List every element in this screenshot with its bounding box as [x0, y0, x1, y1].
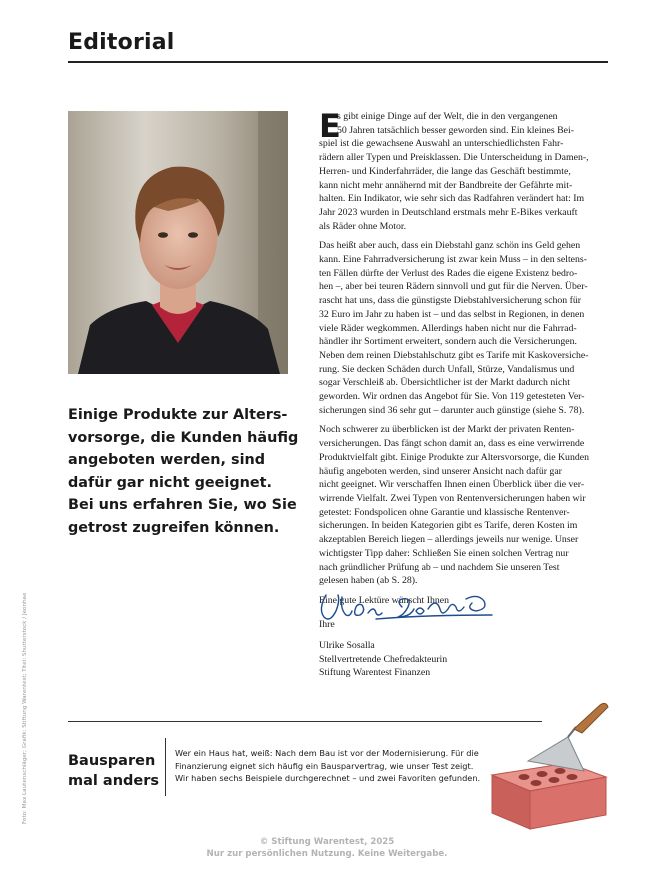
- article-line: versicherungen. Das fängt schon damit an, dass es eine verwirrende: [319, 438, 585, 450]
- article-line: rung. Sie decken Schäden durch Unfall, Stürze, Vandalismus und: [319, 363, 575, 375]
- portrait-photo: [68, 111, 288, 374]
- drop-cap: E: [319, 107, 341, 145]
- signoff-name: Ulrike Sosalla: [319, 640, 375, 651]
- article-line: häufig angeboten werden, sind unserer Ansicht nach dafür gar: [319, 465, 562, 477]
- header-rule: [68, 61, 608, 63]
- teaser-title-line: mal anders: [68, 773, 160, 789]
- article-line: ten Fällen dürfte der Verlust des Rades die eigene Existenz bedro-: [319, 267, 578, 279]
- article-line: hen –, aber bei teuren Rädern sinnvoll und gut für die Nerven. Über-: [319, 281, 588, 293]
- article-line: Neben dem reinen Diebstahlschutz gibt es Tarife mit Kaskoversiche-: [319, 349, 589, 361]
- article-line: 50 Jahren tatsächlich besser geworden sind. Ein kleines Bei-: [337, 124, 574, 136]
- article-line: akzeptablen Bereich liegen – allerdings jeweils nur wenige. Unser: [319, 534, 579, 546]
- signature-image: [316, 587, 496, 625]
- article-line: nach gründlicher Prüfung ab – und nachdem Sie unseren Test: [319, 561, 560, 573]
- teaser-text-line: Finanzierung eignet sich häufig ein Bausparvertrag, wie unser Test zeigt.: [175, 760, 474, 771]
- article-line: 32 Euro im Jahr zu haben ist – und das selbst in Regionen, in denen: [319, 308, 585, 320]
- article-line: kann. Eine Fahrradversicherung ist zwar kein Muss – in den seltens-: [319, 254, 587, 266]
- teaser-rule: [68, 721, 542, 722]
- pull-quote-line: angeboten werden, sind: [68, 452, 266, 469]
- usage-notice: Nur zur persönlichen Nutzung. Keine Weitergabe.: [206, 849, 448, 859]
- article-line: gelesen haben (ab S. 28).: [319, 575, 418, 587]
- article-line: Noch schwerer zu überblicken ist der Markt der privaten Renten-: [319, 424, 575, 436]
- article-line: sicherungen sind 36 sehr gut – darunter auch günstige (siehe S. 78).: [319, 404, 585, 416]
- article-line: sogar Verschleiß ab. Übersichtlicher ist der Markt dadurch nicht: [319, 377, 570, 389]
- article-line: halten. Ein Indikator, wie sehr sich das Radfahren verändert hat: Im: [319, 193, 585, 205]
- article-line: viele Räder wegkommen. Allerdings haben nicht nur die Fahrrad-: [319, 322, 577, 334]
- pull-quote-line: dafür gar nicht geeignet.: [68, 474, 272, 491]
- teaser-title[interactable]: [68, 751, 159, 791]
- article-paragraph: [319, 423, 611, 587]
- article-paragraph: [319, 239, 611, 417]
- teaser-text: [175, 747, 480, 785]
- article-line: wichtigster Tipp daher: Schließen Sie einen solchen Vertrag nur: [319, 547, 569, 559]
- photo-credit: Foto: Max Lautenschläger; Grafik: Stiftung Warentest; Titel: Shutterstock / Jeonhae: [22, 592, 28, 824]
- article-line: s gibt einige Dinge auf der Welt, die in den vergangenen: [337, 111, 558, 122]
- article-line: rascht hat uns, dass die günstigste Diebstahlversicherung schon für: [319, 295, 582, 307]
- article-body: [319, 107, 611, 637]
- signoff-block: [319, 639, 447, 680]
- brick-trowel-illustration: [476, 697, 616, 837]
- teaser-divider: [165, 738, 166, 796]
- teaser-text-line: Wir haben sechs Beispiele durchgerechnet – und zwei Favoriten gefunden.: [175, 773, 481, 784]
- article-paragraph: [319, 107, 611, 233]
- copyright-notice: [0, 836, 654, 860]
- signoff-role: Stellvertretende Chefredakteurin: [319, 653, 448, 665]
- article-line: Herren- und Kinderfahrräder, die lange das Geschäft bestimmte,: [319, 165, 571, 177]
- article-line: sicherungen. In beiden Kategorien gibt es Tarife, deren Kosten im: [319, 520, 578, 532]
- pull-quote-line: vorsorge, die Kunden häufig: [68, 429, 299, 446]
- pull-quote-line: Bei uns erfahren Sie, wo Sie: [68, 497, 297, 514]
- article-line: rädern aller Typen und Preisklassen. Die Unterscheidung in Damen-,: [319, 152, 589, 164]
- teaser-title-line: Bausparen: [68, 753, 156, 769]
- article-line: Produktvielfalt gibt. Einige Produkte zur Altersvorsorge, die Kunden: [319, 451, 590, 463]
- article-line: nicht geeignet. Wir verschaffen Ihnen einen Überblick über die ver-: [319, 479, 585, 491]
- article-line: geworden. Wir ordnen das Angebot für Sie. Von 119 getesteten Ver-: [319, 391, 585, 403]
- pull-quote-line: Einige Produkte zur Alters-: [68, 407, 288, 423]
- teaser-text-line: Wer ein Haus hat, weiß: Nach dem Bau ist vor der Modernisierung. Für die: [175, 748, 479, 758]
- article-line: kann nicht mehr annähernd mit der Bandbreite der Gefährte mit-: [319, 179, 573, 191]
- closing-line: Ihre: [319, 618, 335, 630]
- article-line: Eine gute Lektüre wünscht Ihnen: [319, 594, 450, 606]
- article-line: spiel ist die gewachsene Auswahl an unterschiedlichsten Fahr-: [319, 138, 564, 150]
- page-title: Editorial: [68, 30, 175, 55]
- pull-quote: [68, 404, 300, 540]
- article-line: als Räder ohne Motor.: [319, 220, 407, 232]
- article-line: Jahr 2023 wurden in Deutschland erstmals mehr E-Bikes verkauft: [319, 206, 578, 218]
- portrait-illustration: [68, 111, 288, 374]
- article-line: händler ihr Sortiment erweitert, sondern auch die Versicherungen.: [319, 336, 577, 348]
- signoff-org: Stiftung Warentest Finanzen: [319, 667, 431, 679]
- article-line: wirrende Vielfalt. Zwei Typen von Rentenversicherungen haben wir: [319, 492, 586, 504]
- pull-quote-line: getrost zugreifen können.: [68, 519, 280, 536]
- article-line: getestet: Fondspolicen ohne Garantie und klassische Rentenver-: [319, 506, 570, 518]
- article-line: Das heißt aber auch, dass ein Diebstahl ganz schön ins Geld gehen: [319, 240, 581, 252]
- copyright-line: © Stiftung Warentest, 2025: [259, 837, 395, 847]
